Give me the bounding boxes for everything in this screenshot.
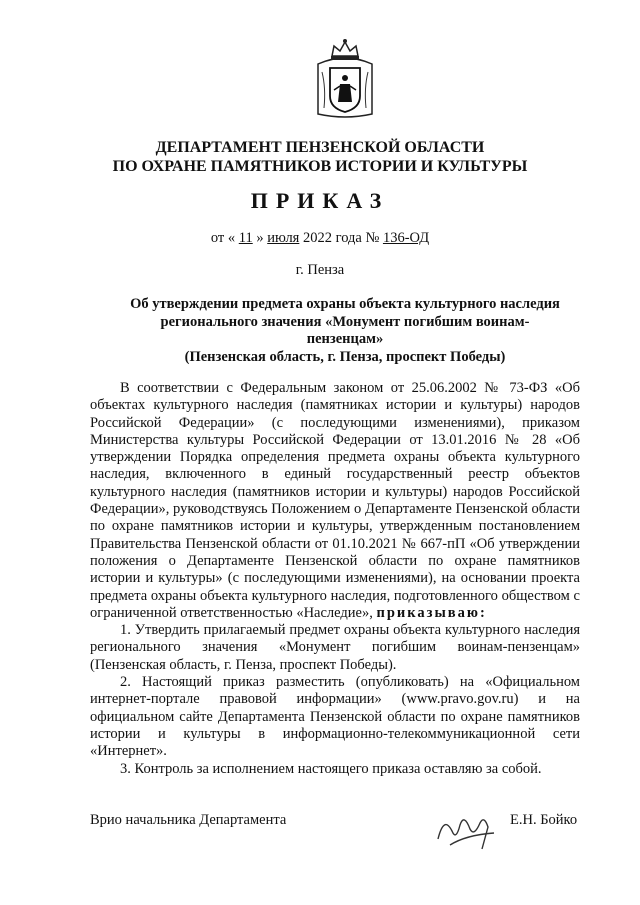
preamble-paragraph bbox=[90, 380, 580, 622]
subject-line-3: пензенцам» bbox=[306, 331, 384, 347]
order-item-3: 3. Контроль за исполнением настоящего приказа оставляю за собой. bbox=[120, 760, 542, 777]
subject-line-2: регионального значения «Монумент погибшим воинам- bbox=[160, 313, 530, 330]
department-name-line1: ДЕПАРТАМЕНТ ПЕНЗЕНСКОЙ ОБЛАСТИ bbox=[155, 139, 485, 156]
order-item-1: 1. Утвердить прилагаемый предмет охраны объекта культурного наследия регионального значения «Монумент погибшим воинам-пензенцам» (Пензенская область, г. Пенза, проспект Победы). bbox=[90, 622, 580, 673]
order-date-number bbox=[0, 230, 640, 247]
signer-name: Е.Н. Бойко bbox=[510, 812, 578, 828]
order-subject bbox=[110, 296, 580, 366]
date-day: 11 bbox=[238, 230, 253, 246]
order-body bbox=[90, 380, 580, 778]
department-name-line2: ПО ОХРАНЕ ПАМЯТНИКОВ ИСТОРИИ И КУЛЬТУРЫ bbox=[112, 158, 528, 175]
document-title: ПРИКАЗ bbox=[250, 188, 390, 213]
preamble-text: В соответствии с Федеральным законом от 25.06.2002 № 73-ФЗ «Об объектах культурного наследия (памятниках истории и культуры) народов Российской Федерации» (с последующими изменениями), приказом Министерства культуры Российской Федерации от 13.01.2016 № 28 «Об утверждении Порядка определения предмета охраны объекта культурного наследия, включенного в единый государственный реестр объектов культурного наследия (памятников истории и культуры) народов Российской Федерации», руководствуясь Положением о Департаменте Пензенской области по охране памятников истории и культуры, утвержденным постановлением Правительства Пензенской области от 01.10.2021 № 667-пП «Об утверждении положения о Департаменте Пензенской области по охране памятников истории и культуры» (с последующими изменениями), на основании проекта предмета охраны объекта культурного наследия, подготовленного обществом с ограниченной ответственностью «Наследие», bbox=[90, 380, 580, 621]
city: г. Пенза bbox=[295, 262, 345, 278]
subject-line-1: Об утверждении предмета охраны объекта культурного наследия bbox=[130, 296, 560, 312]
date-prefix: от « bbox=[210, 230, 236, 246]
coat-of-arms-icon bbox=[314, 38, 376, 122]
date-year: 2022 года № bbox=[302, 230, 380, 246]
date-mid: » bbox=[256, 230, 264, 246]
date-month: июля bbox=[267, 230, 300, 246]
order-item-2: 2. Настоящий приказ разместить (опубликовать) на «Официальном интернет-портале правовой информации» (www.pravo.gov.ru) и на официальном сайте Департамента Пензенской области по охране памятников истории и культуры в информационно-телекоммуникационной сети «Интернет». bbox=[90, 674, 580, 760]
handwritten-signature bbox=[430, 805, 500, 855]
order-word: приказываю: bbox=[376, 604, 487, 621]
subject-line-4: (Пензенская область, г. Пенза, проспект Победы) bbox=[184, 348, 506, 365]
order-number: 136-ОД bbox=[382, 230, 430, 246]
signer-position: Врио начальника Департамента bbox=[90, 812, 287, 828]
